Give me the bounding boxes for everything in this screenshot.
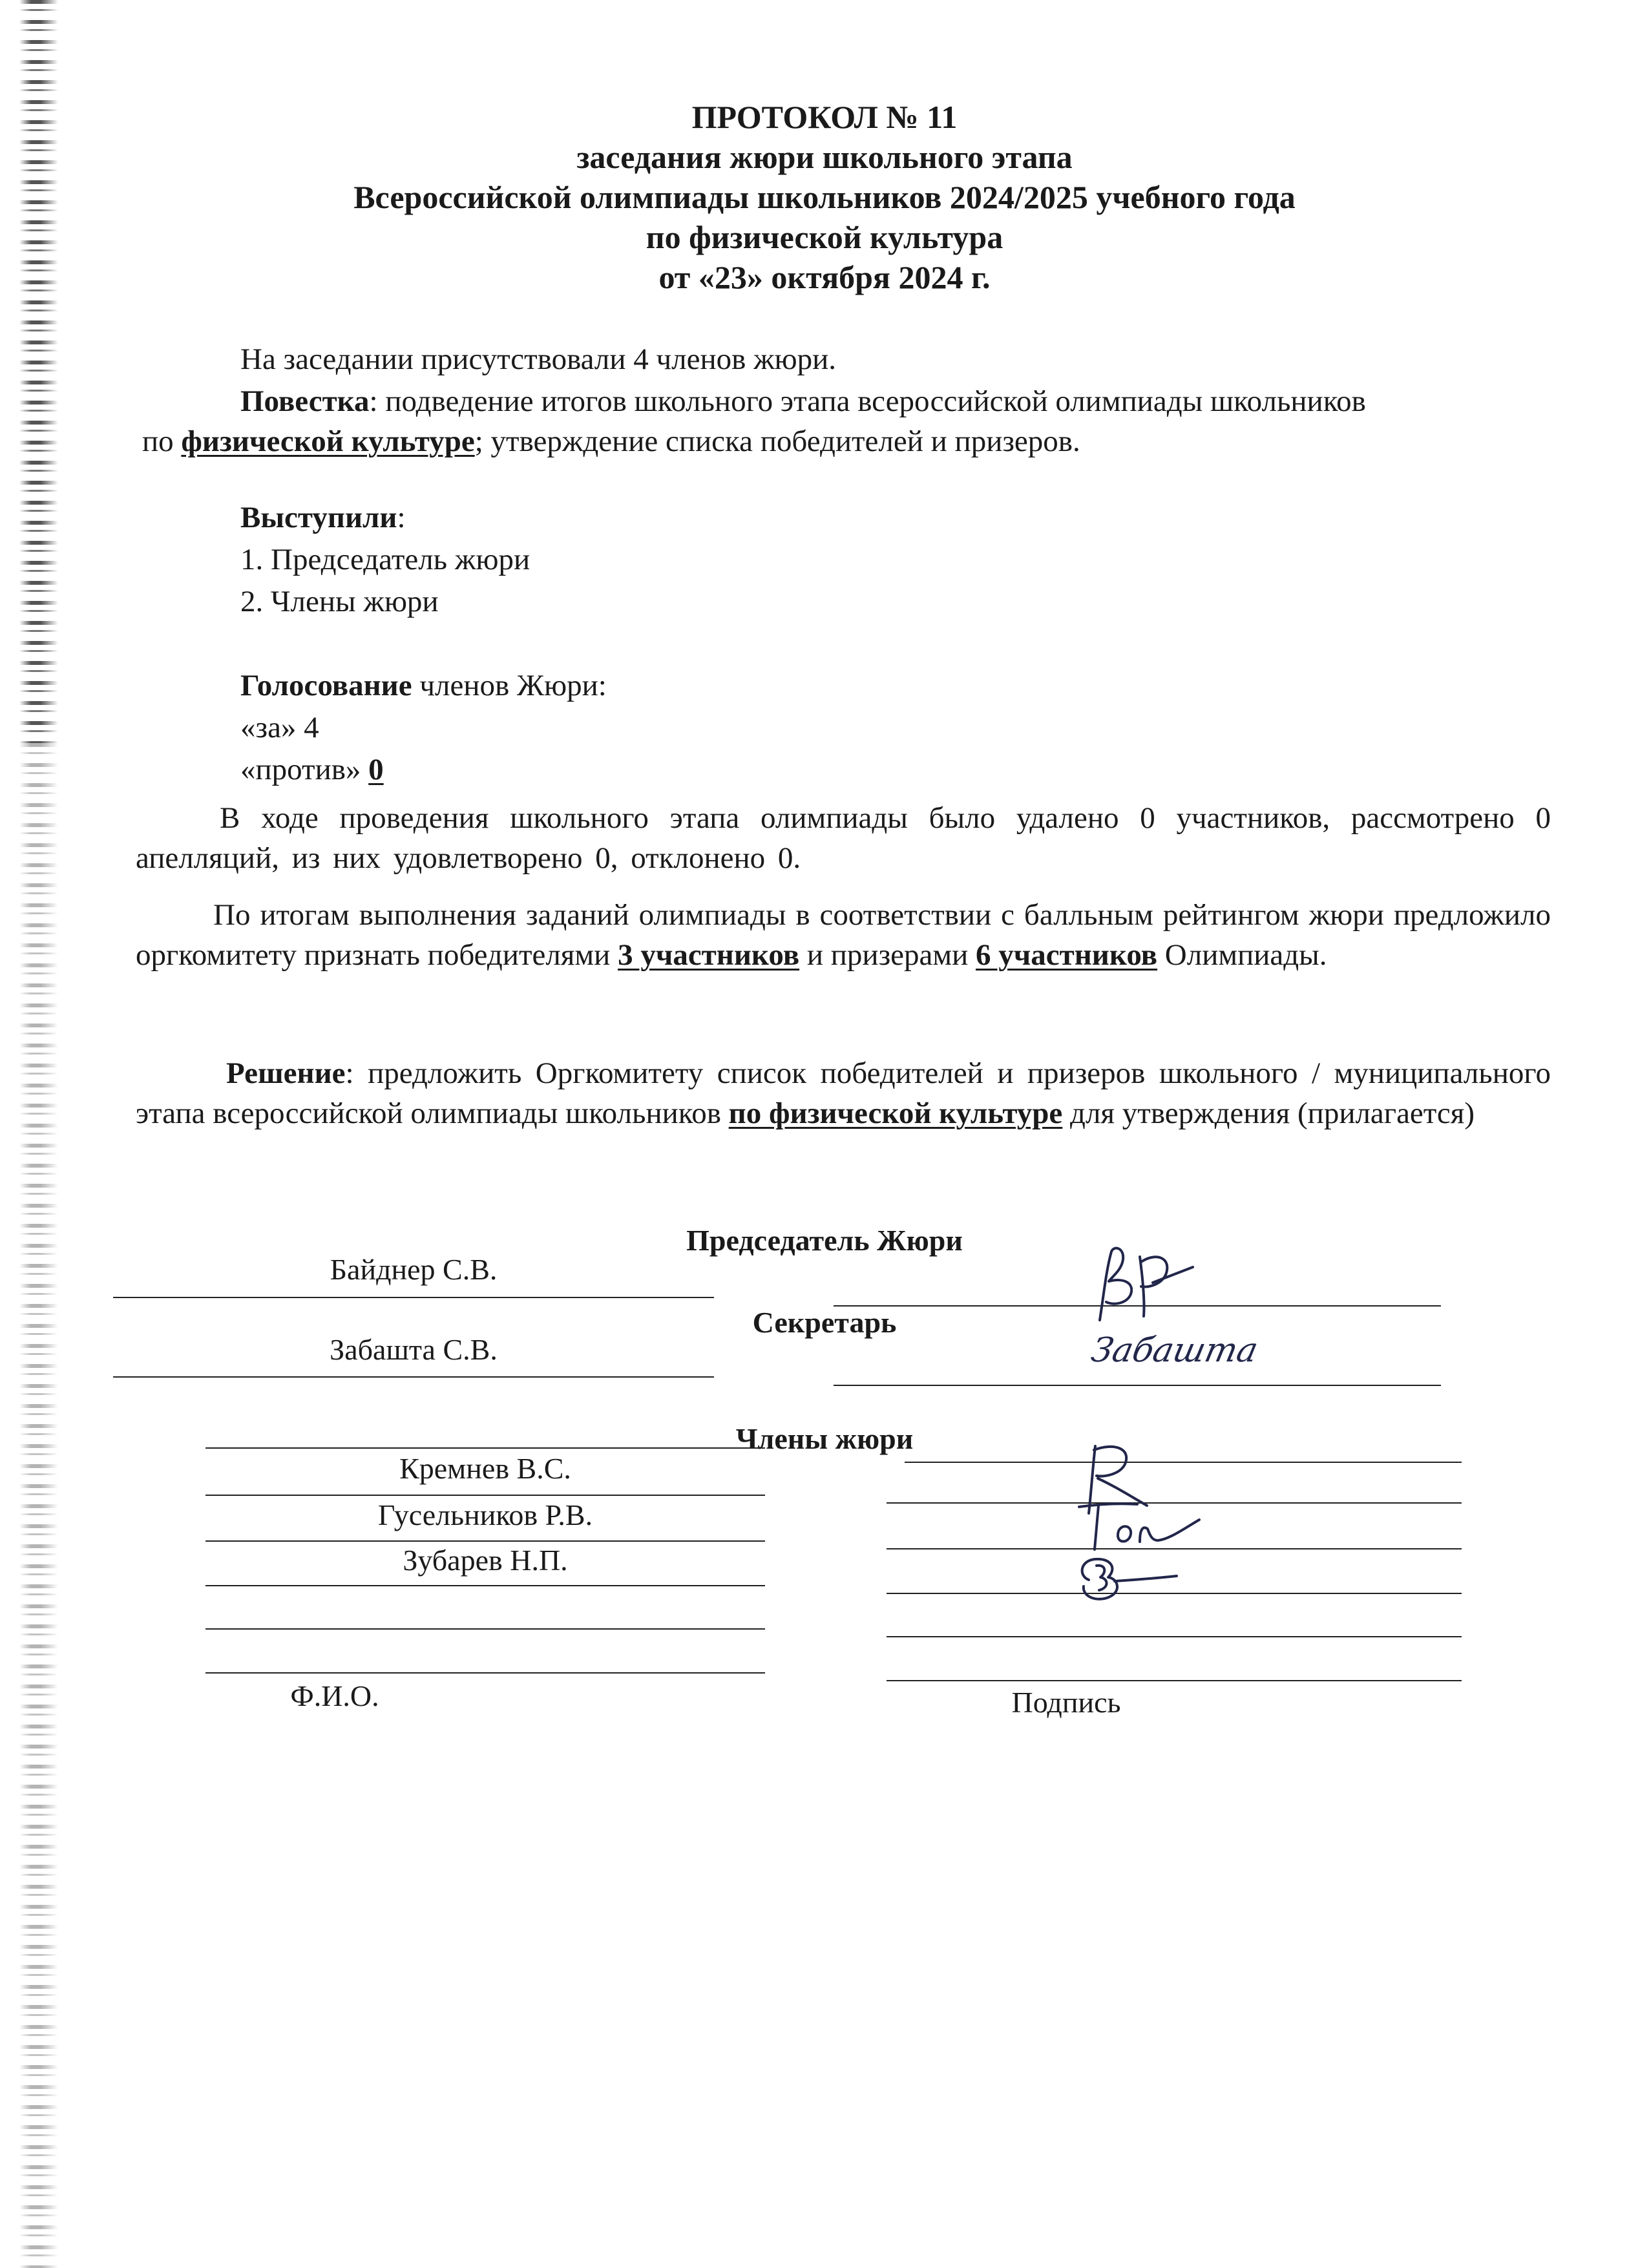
vote-text: членов Жюри: xyxy=(412,669,607,702)
vote-against-value: 0 xyxy=(368,753,384,786)
signature-label: Подпись xyxy=(1011,1686,1121,1719)
members-title: Члены жюри xyxy=(735,1422,914,1455)
agenda-line xyxy=(240,381,1366,421)
results-paragraph xyxy=(136,895,1551,975)
member-signature-line-4 xyxy=(887,1636,1462,1637)
speakers-heading xyxy=(240,498,406,538)
agenda-post: ; утверждение списка победителей и призеров. xyxy=(474,425,1080,458)
speaker-item-members: 2. Члены жюри xyxy=(240,585,439,618)
member-signature-2 xyxy=(1073,1498,1202,1556)
speakers-label: Выступили xyxy=(240,501,397,534)
decision-paragraph xyxy=(136,1053,1551,1133)
member-name-line-3 xyxy=(205,1585,765,1586)
vote-heading xyxy=(240,666,607,706)
agenda-pre: по xyxy=(142,425,182,458)
member-name-2: Гусельников Р.В. xyxy=(377,1498,593,1531)
document-title: ПРОТОКОЛ № 11 xyxy=(691,99,958,135)
secretary-name-line xyxy=(113,1376,714,1378)
chair-name-line xyxy=(113,1297,714,1298)
member-name-line-1 xyxy=(205,1495,765,1496)
scan-edge-artifact-lower xyxy=(19,743,58,2268)
results-text-2: и призерами xyxy=(799,938,976,972)
header-line-jury: заседания жюри школьного этапа xyxy=(576,139,1073,175)
decision-subject: по физической культуре xyxy=(728,1097,1063,1130)
attendance-text: На заседании присутствовали 4 членов жюри. xyxy=(240,342,837,376)
decision-label: Решение xyxy=(226,1056,346,1090)
decision-text-2: для утверждения (прилагается) xyxy=(1062,1097,1475,1130)
chair-name: Байднер С.В. xyxy=(330,1253,498,1286)
fio-label: Ф.И.О. xyxy=(290,1679,379,1712)
results-prizewinners: 6 участников xyxy=(976,938,1158,972)
vote-for: «за» 4 xyxy=(240,711,319,744)
secretary-name: Забашта С.В. xyxy=(330,1333,498,1366)
speaker-item-chair: 1. Председатель жюри xyxy=(240,543,530,576)
header-line-olympiad: Всероссийской олимпиады школьников 2024/2025 учебного года xyxy=(353,179,1296,215)
vote-against xyxy=(240,750,384,790)
decision-text-1: : предложить Оргкомитету список победителей и призеров школьного / муниципального этапа всероссийской олимпиады школьников xyxy=(136,1056,1551,1130)
member-name-line-5 xyxy=(205,1672,765,1674)
conduct-paragraph: В ходе проведения школьного этапа олимпиады было удалено 0 участников, рассмотрено 0 апелляций, из них удовлетворено 0, отклонено 0. xyxy=(136,801,1551,875)
member-signature-3 xyxy=(1069,1554,1179,1606)
results-winners: 3 участников xyxy=(618,938,800,972)
speakers-colon: : xyxy=(397,501,406,534)
agenda-line-2 xyxy=(142,421,1080,461)
member-name-line-4 xyxy=(205,1628,765,1630)
member-signature-line-5 xyxy=(887,1680,1462,1681)
results-text-1: По итогам выполнения заданий олимпиады в соответствии с балльным рейтингом жюри предложило оргкомитету признать победителями xyxy=(136,898,1551,972)
agenda-text: : подведение итогов школьного этапа всероссийской олимпиады школьников xyxy=(369,384,1366,418)
agenda-subject: физической культуре xyxy=(181,425,475,458)
secretary-signature: Забашта xyxy=(1087,1331,1262,1370)
chair-signature xyxy=(1086,1244,1195,1328)
member-name-1: Кремнев В.С. xyxy=(399,1452,571,1485)
member-name-line-2 xyxy=(205,1540,765,1542)
members-name-line-top xyxy=(205,1447,765,1449)
document-header xyxy=(0,97,1649,297)
secretary-signature-line xyxy=(834,1385,1441,1386)
member-name-3: Зубарев Н.П. xyxy=(403,1544,568,1577)
agenda-label: Повестка xyxy=(240,384,370,418)
members-signature-line-top xyxy=(905,1462,1462,1463)
vote-against-label: «против» xyxy=(240,753,369,786)
chair-title: Председатель Жюри xyxy=(686,1224,963,1257)
vote-label: Голосование xyxy=(240,669,412,702)
header-line-date: от «23» октября 2024 г. xyxy=(658,259,991,295)
secretary-title: Секретарь xyxy=(752,1306,897,1339)
results-text-3: Олимпиады. xyxy=(1157,938,1327,972)
header-line-subject: по физической культура xyxy=(646,219,1003,255)
